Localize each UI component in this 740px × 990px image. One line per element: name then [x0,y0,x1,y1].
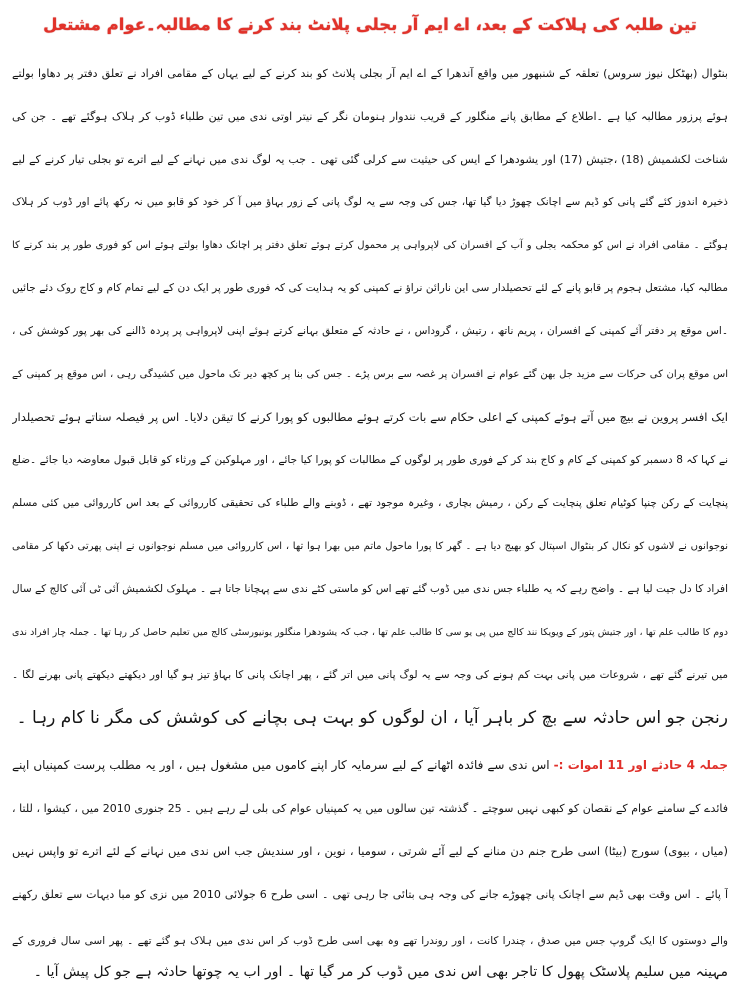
paragraph-line: مہینہ میں سلیم پلاسٹک پھول کا تاجر بھی اس ندی میں ڈوب کر مر گیا تھا ۔ اور اب یہ چوتھا حادثہ ہے جو کل پیش آیا ۔ [33,964,728,980]
section-heading: جملہ 4 حادثے اور 11 اموات :- [553,758,728,772]
paragraph-line: (میاں ، بیوی) سورج (بیٹا) اسی طرح جنم دن منانے کے لیے آئے شرتی ، سومیا ، نوین ، اور سندیش جب اس ندی میں نہانے کے لئے اترے تو واپس نہیں [12,844,728,858]
paragraph-line: نے کہا کہ 8 دسمبر کو کمپنی کے کام و کاج بند کر کے فوری طور پر لوگوں کے مطالبات کو پورا کیا جائے ، اور مہلوکین کے ورثاء کو قابل قبول معاوضہ دیا جائے ۔ضلع [12,454,728,466]
article-title: تین طلبہ کی ہلاکت کے بعد، اے ایم آر بجلی پلانٹ بند کرنے کا مطالبہ۔عوام مشتعل [43,15,697,34]
paragraph-line: فائدے کے سامنے عوام کے نقصان کو کبھی نہیں سوچتے ۔ گذشتہ تین سالوں میں یہ کمپنیاں عوام کی بلی لے رہے ہیں ۔ 25 جنوری 2010 میں ، کیشوا ، للتا ، [12,802,728,815]
section-first-line [12,744,728,787]
article-section-accidents [12,744,728,916]
paragraph-line: بنٹوال (بھٹکل نیوز سروس) تعلقہ کے شنبھور میں واقع آندھرا کے اے ایم آر بجلی پلانٹ کو بند کرنے کے لیے یہاں کے مقامی افراد نے تعلق دفتر پر دھاوا بولتے [12,67,728,80]
paragraph-line: نوجوانوں نے لاشوں کو نکال کر بنٹوال اسپتال کو بھیج دیا ہے ۔ گھر کا پورا ماحول ماتم میں بھرا ہوا تھا ، اس کارروائی میں مسلم نوجوانوں نے اپنی پھرتی دکھا کر مقامی [12,541,728,552]
paragraph-line: ۔اس موقع پر دفتر آئے کمپنی کے افسران ، پریم ناتھ ، رتیش ، گروداس ، نے حادثہ کے متعلق بہانے کرتے ہوئے اپنی لاپرواہی پر پردہ ڈالنے کی بھر پور کوشش کی ، [12,325,728,337]
paragraph-line: شناخت لکشمیش (18) ،جتیش (17) اور یشودھرا کے ایس کی حیثیت سے کرلی گئی تھی ۔ جب یہ لوگ ندی میں نہانے کے لیے اترے تو بجلی تیار کرنے کے لیے [12,153,728,166]
article-paragraph-main [12,52,728,740]
paragraph-line: آ پائے ۔ اس وقت بھی ڈیم سے اچانک پانی چھوڑے جانے کی وجہ ہی بتائی جا رہی تھی ۔ اسی طرح 6 جولائی 2010 میں نزی کو مبا دیہات سے تعلق رکھنے [12,888,728,901]
paragraph-line: ذخیرہ اندوز کئے گئے پانی کو ڈیم سے اچانک چھوڑ دیا گیا تھا، جس کی وجہ سے یہ لوگ پانی کے زور بہاؤ میں آ کر خود کو قابو میں نہ رکھ پائے اور ڈوب کر ہلاک [12,196,728,208]
section-first-line-text: اس ندی سے فائدہ اٹھانے کے لیے سرمایہ کار اپنے کاموں میں مشغول ہیں ، اور یہ مطلب پرست کمپنیاں اپنے [12,758,554,772]
paragraph-line: ایک افسر پروین نے بیچ میں آتے ہوئے کمپنی کے اعلی حکام سے بات کرتے ہوئے مطالبوں کو پورا کرنے کا تیقن دلایا۔ اس پر فیصلہ سناتے ہوئے تحصیلدار [12,410,728,424]
paragraph-line: مطالبہ کیا، مشتعل ہجوم پر قابو پانے کے لئے تحصیلدار سی این نارائن نراؤ نے کمپنی کو یہ ہدایت کی کہ فوری طور پر ایک دن کے لیے تمام کام و کاج روک دئے جائیں [12,282,728,294]
article-title-container [40,2,700,48]
paragraph-line: افراد کا دل جیت لیا ہے ۔ واضح رہے کہ یہ طلباء جس ندی میں ڈوب گئے تھے اس کو ماستی کٹے ندی سے پہچانا جاتا ہے ۔ مہلوک لکشمیش آئی ٹی آئی کالج کے سال [12,583,728,595]
paragraph-line: میں تیرنے گئے تھے ، شروعات میں پانی بہت کم ہونے کی وجہ سے یہ لوگ پانی میں اتر گئے ، پھر اچانک پانی کا بہاؤ تیز ہو گیا اور دیکھتے دیکھتے پانی بھرنے لگا ۔ [12,669,728,681]
paragraph-line: دوم کا طالب علم تھا ، اور جتیش پتور کے ویویکا نند کالج میں پی یو سی کا طالب علم تھا ، جب کہ یشودھرا منگلور یونیورسٹی کالج میں تعلیم حاصل کر رہا تھا ۔ جملہ چار افراد ندی [12,627,728,638]
paragraph-line: اس موقع پران کی حرکات سے مزید جل بھن گئے عوام نے افسران پر غصہ سے برس پڑے ۔ جس کی بنا پر کچھ دیر تک ماحول میں کشیدگی رہی ، اس موقع پر کمپنی کے [12,369,728,380]
paragraph-line: رنجن جو اس حادثہ سے بچ کر باہر آیا ، ان لوگوں کو بہت ہی بچانے کی کوشش کی مگر نا کام رہا ۔ [16,708,728,728]
paragraph-line: ہوگئے ۔ مقامی افراد نے اس کو محکمہ بجلی و آب کے افسران کی لاپرواہی پر محمول کرتے ہوئے تعلق دفتر پر اچانک دھاوا بولتے ہوئے اس کو فوری طور پر بند کرنے کا [12,240,728,251]
paragraph-line: ہوئے پرزور مطالبہ کیا ہے ۔اطلاع کے مطابق پانے منگلور کے قریب نندوار ہنومان نگر کے نیتر اوتی ندی میں تین طلباء ڈوب کر ہلاک ہوگئے تھے ۔ جن کی [12,110,728,123]
paragraph-line: پنچایت کے رکن چنپا کوٹیام تعلق پنچایت کے رکن ، رمیش بچاری ، وغیرہ موجود تھے ، ڈوبنے والے طلباء کی تحقیقی کارروائی کے بعد اس کارروائی میں کئی مسلم [12,497,728,509]
paragraph-line: والے دوستوں کا ایک گروپ جس میں صدق ، چندرا کانت ، اور روندرا تھے وہ بھی اسی طرح ڈوب کر اس ندی میں ہلاک ہو گئے تھے ۔ پھر اسی سال فروری کے [12,935,728,947]
article-paragraph-final [12,926,728,988]
